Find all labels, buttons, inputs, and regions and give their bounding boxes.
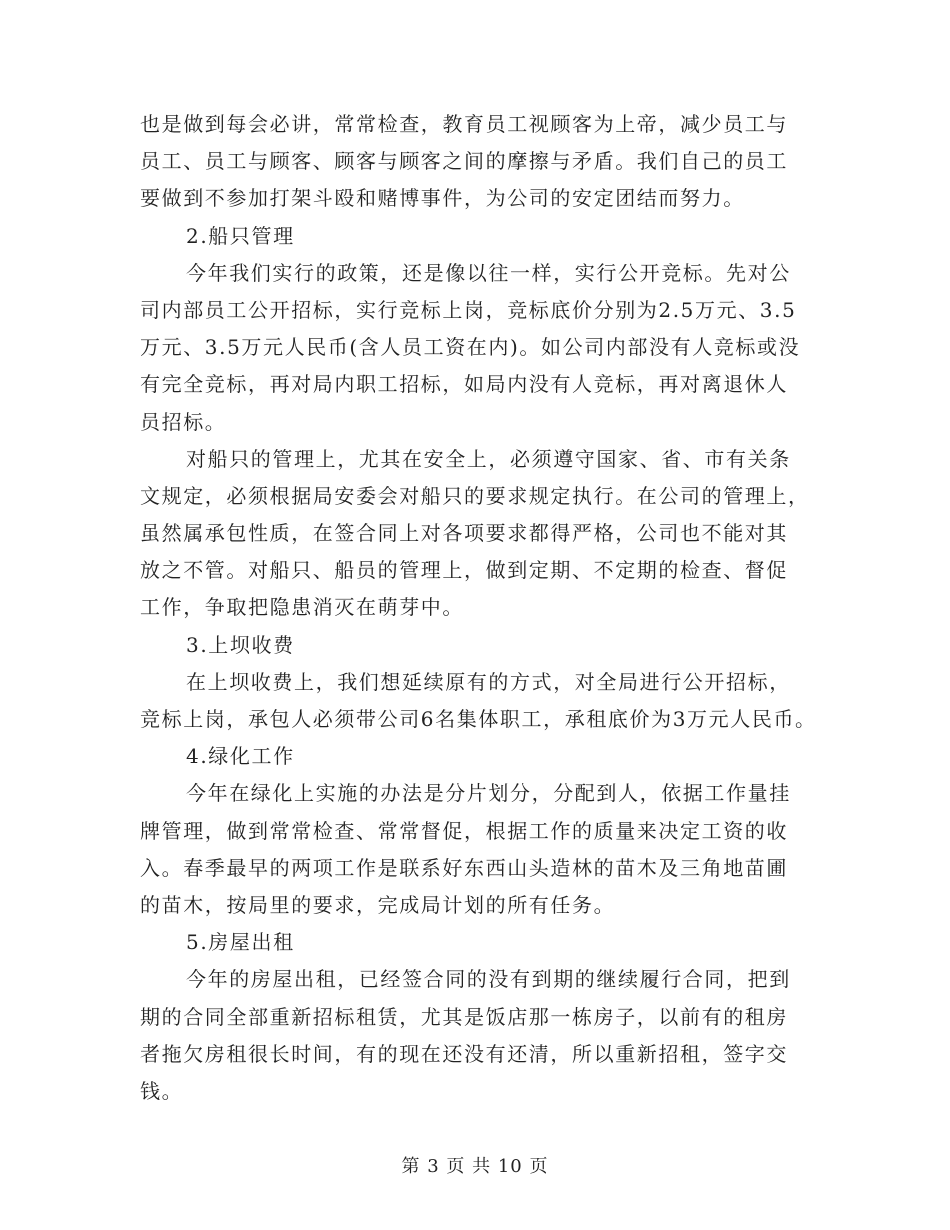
text-line: 入。春季最早的两项工作是联系好东西山头造林的苗木及三角地苗圃	[140, 855, 788, 880]
text-line: 员招标。	[140, 409, 227, 434]
text-line: 者拖欠房租很长时间，有的现在还没有还清，所以重新招租，签字交	[140, 1041, 788, 1066]
text-line: 有完全竞标，再对局内职工招标，如局内没有人竞标，再对离退休人	[140, 372, 788, 397]
text-line: 在上坝收费上，我们想延续原有的方式，对全局进行公开招标，	[186, 669, 791, 694]
text-line: 竞标上岗，承包人必须带公司6名集体职工，承租底价为3万元人民币。	[140, 707, 817, 731]
text-line: 也是做到每会必讲，常常检查，教育员工视顾客为上帝，减少员工与	[140, 112, 788, 136]
text-line: 员工、员工与顾客、顾客与顾客之间的摩擦与矛盾。我们自己的员工	[140, 149, 788, 174]
text-line: 牌管理，做到常常检查、常常督促，根据工作的质量来决定工资的收	[140, 818, 788, 843]
page-footer: 第 3 页 共 10 页	[401, 1156, 549, 1177]
text-line: 虽然属承包性质，在签合同上对各项要求都得严格，公司也不能对其	[140, 521, 788, 546]
text-line: 万元、3.5万元人民币(含人员工资在内)。如公司内部没有人竞标或没	[140, 335, 801, 360]
text-line: 放之不管。对船只、船员的管理上，做到定期、不定期的检查、督促	[140, 558, 788, 583]
text-line: 2.船只管理	[186, 223, 295, 248]
text-line: 司内部员工公开招标，实行竞标上岗，竞标底价分别为2.5万元、3.5	[140, 297, 797, 322]
text-line: 今年我们实行的政策，还是像以往一样，实行公开竞标。先对公	[186, 260, 791, 285]
text-line: 今年在绿化上实施的办法是分片划分，分配到人，依据工作量挂	[186, 781, 791, 806]
text-line: 要做到不参加打架斗殴和赌博事件，为公司的安定团结而努力。	[140, 186, 745, 211]
text-line: 对船只的管理上，尤其在安全上，必须遵守国家、省、市有关条	[186, 446, 791, 471]
text-line: 工作，争取把隐患消灭在萌芽中。	[140, 595, 464, 620]
text-line: 4.绿化工作	[186, 744, 295, 769]
text-line: 3.上坝收费	[186, 632, 295, 657]
text-line: 钱。	[140, 1078, 184, 1103]
text-line: 的苗木，按局里的要求，完成局计划的所有任务。	[140, 892, 616, 917]
text-line: 文规定，必须根据局安委会对船只的要求规定执行。在公司的管理上，	[140, 483, 810, 508]
text-line: 期的合同全部重新招标租赁，尤其是饭店那一栋房子，以前有的租房	[140, 1004, 788, 1029]
document-body	[140, 106, 820, 1110]
text-line: 5.房屋出租	[186, 930, 295, 955]
text-line: 今年的房屋出租，已经签合同的没有到期的继续履行合同，把到	[186, 967, 791, 992]
